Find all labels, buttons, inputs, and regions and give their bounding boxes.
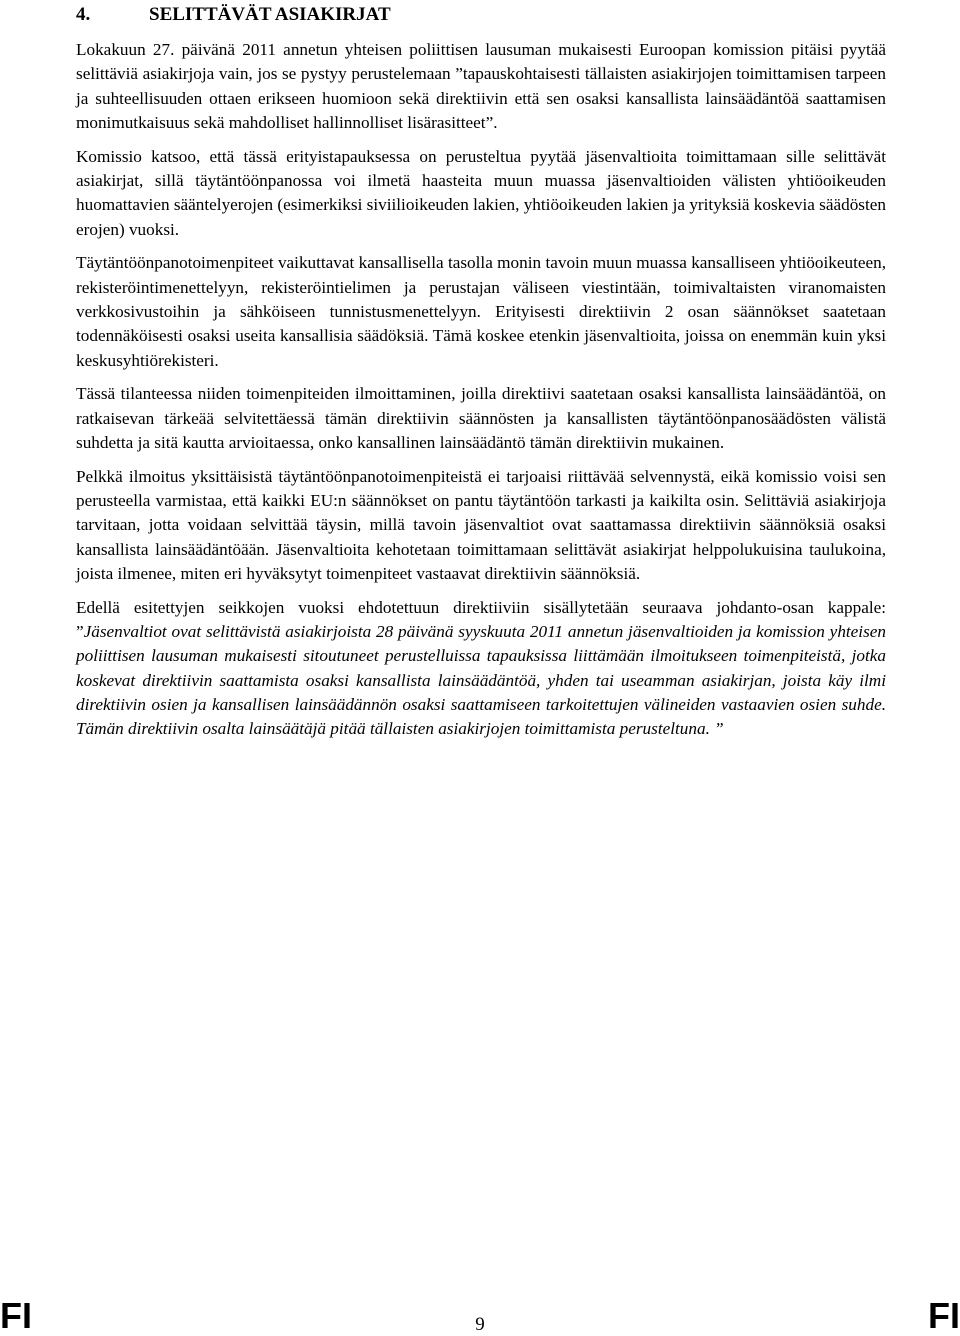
paragraph-6 [76, 596, 886, 742]
page-number: 9 [475, 1314, 485, 1335]
paragraph-3: Täytäntöönpanotoimenpiteet vaikuttavat kansallisella tasolla monin tavoin muun muassa kansalliseen yhtiöoikeuteen, rekisteröintimenettelyyn, rekisteröintielimen ja perustajan väliseen viestintään, toimivaltaisten viranomaisten verkkosivustoihin ja sähköiseen tunnistusmenettelyyn. Erityisesti direktiivin 2 osan säännökset saatetaan todennäköisesti osaksi useita kansallisia säädöksiä. Tämä koskee etenkin jäsenvaltioita, joissa on enemmän kuin yksi keskusyhtiörekisteri. [76, 253, 886, 370]
section-number: 4. [76, 4, 91, 25]
paragraph-4: Tässä tilanteessa niiden toimenpiteiden ilmoittaminen, joilla direktiivi saatetaan osaksi kansallista lainsäädäntöä, on ratkaisevan tärkeää selvitettäessä tämän direktiivin säännösten ja kansallisten täytäntöönpanosäädösten välistä suhdetta ja sitä kautta arvioitaessa, onko kansallinen lainsäädäntö tämän direktiivin mukainen. [76, 384, 886, 452]
document-body [76, 0, 886, 742]
recital-quote: Jäsenvaltiot ovat selittävistä asiakirjoista 28 päivänä syyskuuta 2011 annetun jäsenvaltioiden ja komission yhteisen poliittisen lausuman mukaisesti sitoutuneet perustelluissa tapauksissa liittämään ilmoitukseen toimenpiteistä, jotka koskevat direktiivin saattamista osaksi kansallista lainsäädäntöä, yhden tai useamman asiakirjan, joista käy ilmi direktiivin osien ja kansallisen lainsäädännön osaksi saattamiseen tarkoitettujen välineiden vastaavien osien suhde. Tämän direktiivin osalta lainsäätäjä pitää tällaisten asiakirjojen toimittamista perusteltuna. ” [76, 622, 886, 739]
paragraph-5: Pelkkä ilmoitus yksittäisistä täytäntöönpanotoimenpiteistä ei tarjoaisi riittävää selvennystä, eikä komissio voisi sen perusteella varmistaa, että kaikki EU:n säännökset on pantu täytäntöön tarkasti ja kaikilta osin. Selittäviä asiakirjoja tarvitaan, jotta voidaan selvittää täysin, millä tavoin jäsenvaltiot ovat saattamassa direktiivin säännöksiä osaksi kansallista lainsäädäntöään. Jäsenvaltioita kehotetaan toimittamaan selittävät asiakirjat helppolukuisina taulukoina, joista ilmenee, miten eri hyväksytyt toimenpiteet vastaavat direktiivin säännöksiä. [76, 466, 886, 583]
paragraph-2: Komissio katsoo, että tässä erityistapauksessa on perusteltua pyytää jäsenvaltioita toimittamaan sille selittävät asiakirjat, sillä täytäntöönpanossa voi ilmetä haasteita muun muassa jäsenvaltioiden välisten yhtiöoikeuden huomattavien sääntelyerojen (esimerkiksi siviilioikeuden lakien, yhtiöoikeuden lakien ja yrityksiä koskevia säädösten erojen) vuoksi. [76, 146, 886, 239]
paragraph-1: Lokakuun 27. päivänä 2011 annetun yhteisen poliittisen lausuman mukaisesti Euroopan komission pitäisi pyytää selittäviä asiakirjoja vain, jos se pystyy perustelemaan ”tapauskohtaisesti tällaisten asiakirjojen toimittamisen tarpeen ja suhteellisuuden ottaen erikseen huomioon sekä direktiivin että sen osaksi kansallista lainsäädäntöä saattamisen monimutkaisuus sekä mahdolliset hallinnolliset lisärasitteet”. [76, 40, 886, 132]
footer-language-code-right: FI [928, 1295, 960, 1336]
footer-language-code-left: FI [0, 1295, 32, 1336]
section-heading [76, 4, 886, 26]
paragraph-6-intro: Edellä esitettyjen seikkojen vuoksi ehdotettuun direktiiviin sisällytetään seuraava johdanto-osan kappale: ” [76, 597, 886, 642]
section-title: SELITTÄVÄT ASIAKIRJAT [149, 4, 391, 25]
